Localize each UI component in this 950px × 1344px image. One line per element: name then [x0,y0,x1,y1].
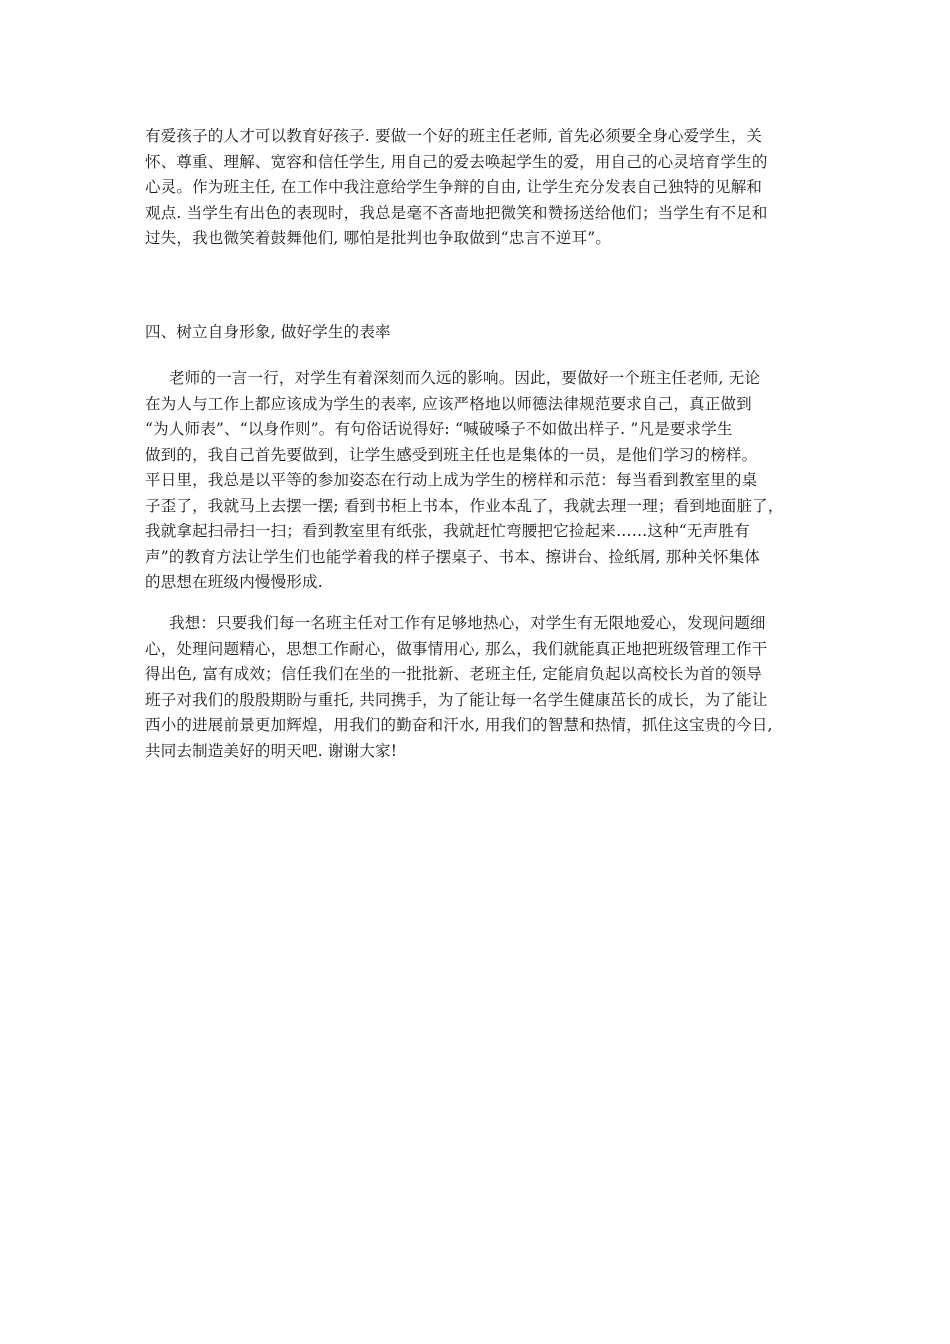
text-line: 我就拿起扫帚扫一扫；看到教室里有纸张，我就赶忙弯腰把它捡起来……这种“无声胜有 [145,522,750,540]
text-line: 有爱孩子的人才可以教育好孩子. 要做一个好的班主任老师, 首先必须要全身心爱学生，关 [145,127,763,145]
text-line: 共同去制造美好的明天吧. 谢谢大家! [145,741,398,760]
section-heading [145,320,825,346]
text-line: 声”的教育方法让学生们也能学着我的样子摆桌子、书本、擦讲台、捡纸屑, 那种关怀集体 [145,547,760,566]
text-line: 心，处理问题精心，思想工作耐心，做事情用心, 那么，我们就能真正地把班级管理工作干 [145,639,768,658]
text-line: 做到的，我自己首先要做到，让学生感受到班主任也是集体的一员，是他们学习的榜样。 [145,445,758,464]
text-line: 我想：只要我们每一名班主任对工作有足够地热心，对学生有无限地爱心，发现问题细 [169,614,766,632]
text-line: 过失，我也微笑着鼓舞他们, 哪怕是批判也争取做到“忠言不逆耳”。 [145,229,612,247]
text-line: 子歪了，我就马上去摆一摆; 看到书柜上书本，作业本乱了，我就去理一理；看到地面脏了， [145,496,784,515]
text-line: 西小的进展前景更加辉煌，用我们的勤奋和汗水, 用我们的智慧和热情，抓住这宝贵的今日, [145,716,773,734]
section-heading-text: 四、树立自身形象, 做好学生的表率 [145,323,391,341]
text-line: 得出色, 富有成效；信任我们在坐的一批批新、老班主任, 定能肩负起以高校长为首的领导 [145,665,763,683]
text-line: 在为人与工作上都应该成为学生的表率, 应该严格地以师德法律规范要求自己，真正做到 [145,394,752,413]
text-line: “为人师表”、“以身作则”。有句俗话说得好: “喊破嗓子不如做出样子. ”凡是要求学生 [145,420,733,438]
paragraph-love-students [145,124,825,252]
text-line: 心灵。作为班主任, 在工作中我注意给学生争辩的自由, 让学生充分发表自己独特的见解和 [145,178,763,196]
text-line: 班子对我们的殷殷期盼与重托, 共同携手，为了能让每一名学生健康茁长的成长，为了能让 [145,690,768,709]
paragraph-closing [145,611,825,764]
text-line: 老师的一言一行，对学生有着深刻而久远的影响。因此，要做好一个班主任老师, 无论 [169,369,761,387]
text-line: 观点. 当学生有出色的表现时，我总是毫不吝啬地把微笑和赞扬送给他们；当学生有不足和 [145,203,768,222]
text-line: 平日里，我总是以平等的参加姿态在行动上成为学生的榜样和示范：每当看到教室里的桌 [145,471,758,489]
text-line: 怀、尊重、理解、宽容和信任学生, 用自己的爱去唤起学生的爱，用自己的心灵培育学生的 [145,152,768,171]
paragraph-role-model [145,366,825,596]
text-line: 的思想在班级内慢慢形成. [145,573,323,591]
